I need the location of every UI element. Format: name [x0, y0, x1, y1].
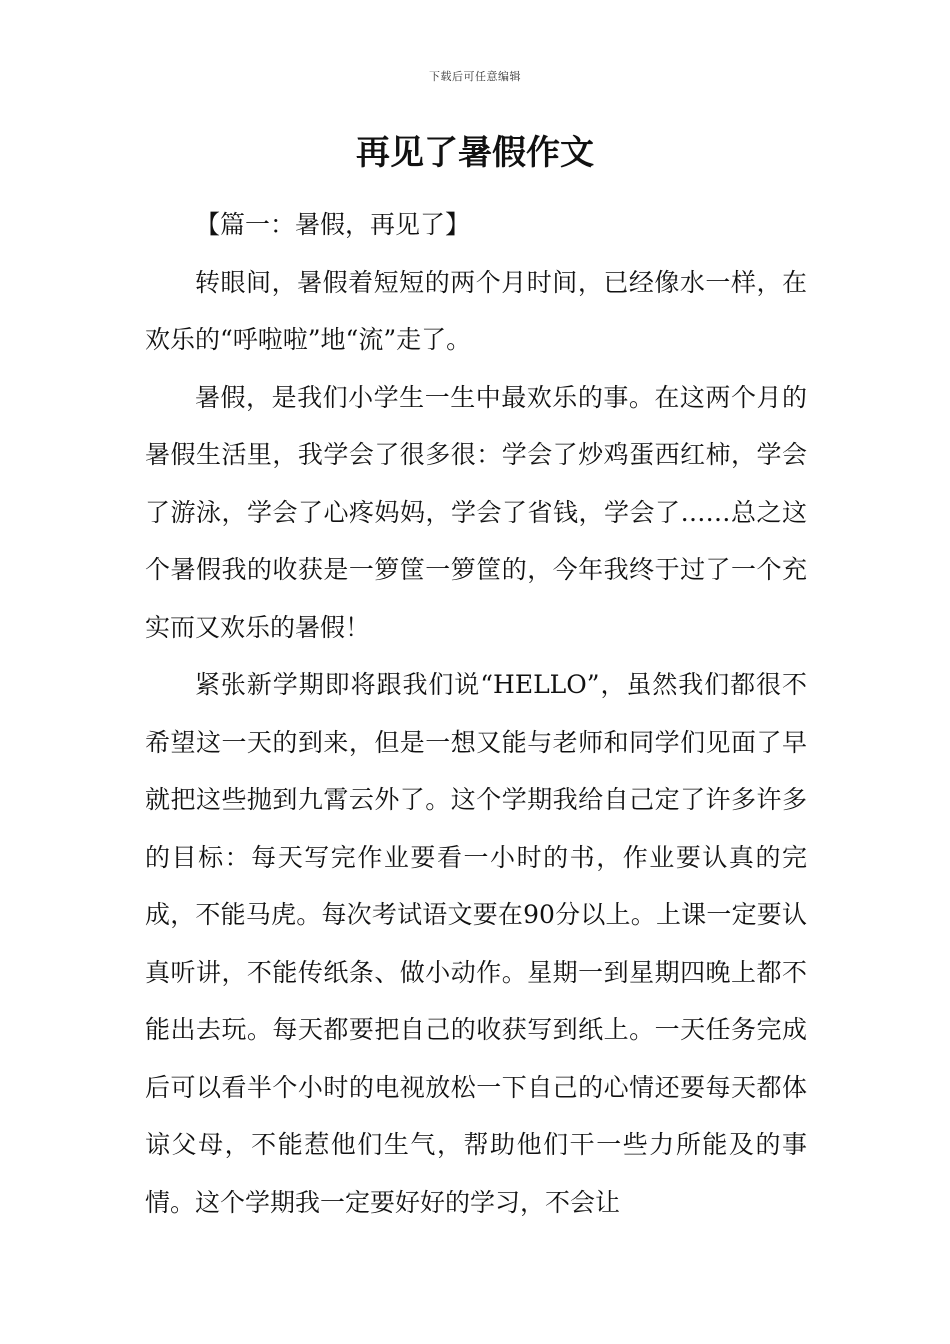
paragraph-2: 暑假，是我们小学生一生中最欢乐的事。在这两个月的暑假生活里，我学会了很多很：学会了炒鸡蛋西红柿，学会了游泳，学会了心疼妈妈，学会了省钱，学会了……总之这个暑假我的收获是一箩筐一箩筐的，今年我终于过了一个充实而又欢乐的暑假！	[145, 382, 807, 642]
page-header-note: 下载后可任意编辑	[429, 70, 521, 83]
document-body	[145, 196, 807, 1231]
section-heading: 【篇一：暑假，再见了】	[195, 210, 471, 239]
paragraph-1: 转眼间，暑假着短短的两个月时间，已经像水一样，在欢乐的“呼啦啦”地“流”走了。	[145, 267, 807, 354]
paragraph-3: 紧张新学期即将跟我们说“HELLO”，虽然我们都很不希望这一天的到来，但是一想又能与老师和同学们见面了早就把这些抛到九霄云外了。这个学期我给自己定了许多许多的目标：每天写完作业要看一小时的书，作业要认真的完成，不能马虎。每次考试语文要在90分以上。上课一定要认真听讲，不能传纸条、做小动作。星期一到星期四晚上都不能出去玩。每天都要把自己的收获写到纸上。一天任务完成后可以看半个小时的电视放松一下自己的心情还要每天都体谅父母，不能惹他们生气，帮助他们干一些力所能及的事情。这个学期我一定要好好的学习，不会让	[145, 670, 807, 1217]
document-title: 再见了暑假作文	[356, 133, 594, 173]
